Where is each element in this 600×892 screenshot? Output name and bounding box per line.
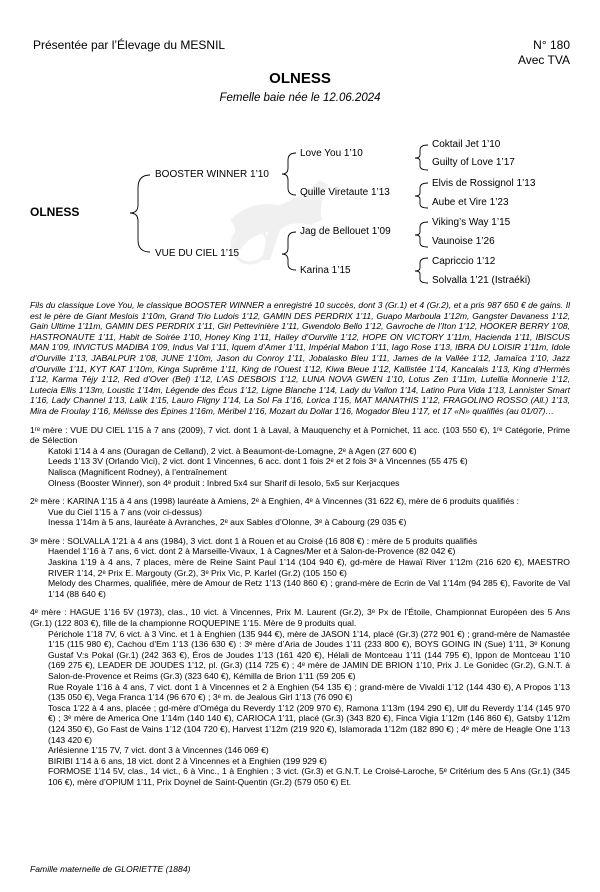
- produce-line: Katoki 1’14 à 4 ans (Ouragan de Celland), 2 vict. à Beaumont-de-Lomagne, 2ᵉ à Agen (27 600 €): [48, 445, 417, 456]
- produce-line: FORMOSE 1’14 5V, clas., 14 vict., 6 à Vinc., 1 à Enghien ; 3 vict. (Gr.3) et G.N.T. Le Croisé-Laroche, 5ᵉ Critérium des 5 Ans (Gr.1) (345 106 €), mère d’OPIUM 1’11, Prix Doynel de Saint-Quentin (Gr.2) (579 050 €) Et.: [48, 766, 570, 787]
- pedigree-ddd: Solvalla 1’21 (Istraéki): [432, 275, 531, 286]
- second-dam-head: 2ᵉ mère : KARINA 1’15 à 4 ans (1998) lauréate à Amiens, 2ᵉ à Enghien, 4ᵉ à Vincennes (31 622 €), mère de 6 produits qualifiés :: [30, 496, 520, 507]
- vat-label: Avec TVA: [517, 53, 570, 67]
- third-dam-section: [30, 536, 570, 600]
- pedigree-dss: Viking’s Way 1’15: [432, 217, 511, 228]
- pedigree-sss: Coktail Jet 1’10: [432, 139, 501, 150]
- sire-paragraph: Fils du classique Love You, le classique BOOSTER WINNER a enregistré 10 succès, dont 3 (Gr.1) et 4 (Gr.2), et a pris 987 650 € de gains. Il est le père de Giant Meslois 1’10m, Grand Trio Ludois 1’12, GAMIN DES PERDRIX 1’11, Guapo Marboula 1’12m, Gangster Davaness 1’12, Gain Ultime 1’11m, GAMIN DES PERDRIX 1’11, Girl Pettevinière 1’11, Gwendolo Bello 1’12, Gavroche de l’Iton 1’12, HOOKER BERRY 1’08, HASTRONAUTE 1’11, Habit de Soirée 1’10, Honey King 1’11, Hailey d’Ourville 1’12, HOPE ON VICTORY 1’11m, Hacienda 1’11, IBISCUS MAN 1’09, INVICTUS MADIBA 1’09, Indus Val 1’11, Iquem d’Amer 1’11, Impérial Mabon 1’11, Iago Rose 1’13, IBRA DU LOISIR 1’11m, Idole d’Ourville 1’13, JABALPUR 1’08, JUNE 1’10m, Jason du Conroy 1’11, Jobalasko Bleu 1’11, James de la Vallée 1’12, Jamaïca 1’10, Jazz d’Ourville 1’11, KYT KAT 1’10m, Kinga Suprême 1’11, King de l’Ouest 1’12, Kiwa Bleue 1’12, Kallistée 1’14, Kancalais 1’13, King d’Hermès 1’12, Karma Téjy 1’12, Red d’Over (Bel) 1’12, L’AS DESBOIS 1’12, LUNA NOVA GWEN 1’10, Lotus Zen 1’11m, Lutellia Monnerie 1’12, Lutecia Ellis 1’13m, Loustic 1’14m, Légende des Écus 1’12, Ligne Blanche 1’14, Lady du Vallon 1’14, Latino Pura Vida 1’13, Lannister Smart 1’16, Lady Channel 1’13, Lalik 1’15, Lauro Fligny 1’14, La Sol Fa 1’16, Lorica 1’15, MAT MANATHIS 1’12, FRAGOLINO ROSSO (All.) 1’13, Mira de Froulay 1’16, Mélisse des Épines 1’16m, Méribel 1’16, Mozart du Dollar 1’16, Mogador Bleu 1’17, et 17 «N» qualifiés (au 01/07)…: [30, 300, 570, 416]
- presenter-text: Présentée par l’Élevage du MESNIL: [33, 38, 226, 52]
- third-dam-head: 3ᵉ mère : SOLVALLA 1’21 à 4 ans (1984), 3 vict. dont 1 à Rouen et au Croisé (16 808 €) : mère de 5 produits qualifiés: [30, 535, 478, 546]
- first-dam-head: 1ʳᵉ mère : VUE DU CIEL 1’15 à 7 ans (2009), 7 vict. dont 1 à Laval, à Mauquenchy et à Pornichet, 11 acc. (103 550 €), 1ʳᵉ Catégorie, Prime de Sélection: [30, 424, 570, 446]
- horse-name-title: OLNESS: [269, 70, 331, 87]
- fourth-dam-section: [30, 607, 570, 787]
- produce-line: Inessa 1’14m à 5 ans, lauréate à Avranches, 2ᵉ aux Sables d’Olonne, 3ᵉ à Cabourg (29 035 €): [48, 517, 407, 528]
- pedigree-dam-sire: Jag de Bellouet 1’09: [300, 226, 391, 237]
- produce-line: Périchole 1’18 7V, 6 vict. à 3 Vinc. et 1 à Enghien (135 944 €), mère de JASON 1’14, placé (Gr.3) (272 901 €) ; grand-mère de Namastée 1’15 (115 980 €), Cachou d’Em 1’13 (136 630 €) : 3ᵉ mère d’Aria de Joudes 1’11 (233 800 €), BOYS GOING IN (Sue) 1’11, 3ᵉ Konung Gustaf V:s Pokal (Gr.1) (242 363 €), Éros de Joudes 1’13 (161 420 €), Hélali de Montceau 1’11 (144 795 €), Ippon de Montceau 1’10 (169 275 €), LEADER DE JOUDES 1’12, pl. (Gr.3) (114 725 €) ; 4ᵉ mère de JAMIN DE BRION 1’10, Prix J. Le Gonidec (Gr.2), G.N.T. à Salon-de-Provence et Reims (Gr.3) (323 640 €), Kémilla de Brion 1’11 (59 205 €): [48, 628, 570, 681]
- pedigree-dam: VUE DU CIEL 1’15: [155, 248, 240, 259]
- produce-line: Haendel 1’16 à 7 ans, 6 vict. dont 2 à Marseille-Vivaux, 1 à Cagnes/Mer et à Salon-de-Provence (82 042 €): [48, 546, 456, 557]
- produce-line: Vue du Ciel 1’15 à 7 ans (voir ci-dessus): [48, 506, 202, 517]
- fourth-dam-head: 4ᵉ mère : HAGUE 1’16 5V (1973), clas., 10 vict. à Vincennes, Prix M. Laurent (Gr.2), 3ᵉ Px de l’Étoile, Championnat Européen des 5 Ans (Gr.1) (122 803 €), fille de la championne ROQUEPINE 1’15. Mère de 9 produits qual.: [30, 607, 570, 629]
- pedigree-sdd: Aube et Vire 1’23: [432, 197, 509, 208]
- pedigree-sire: BOOSTER WINNER 1’10: [155, 169, 269, 180]
- pedigree-sire-sire: Love You 1’10: [300, 148, 363, 159]
- pedigree-sire-dam: Quille Viretaute 1’13: [300, 187, 390, 198]
- lot-number: N° 180: [533, 38, 570, 52]
- second-dam-section: [30, 496, 570, 528]
- produce-line: Arlésienne 1’15 7V, 7 vict. dont 3 à Vincennes (146 069 €): [48, 745, 269, 756]
- produce-line: Rue Royale 1’16 à 4 ans, 7 vict. dont 1 à Vincennes et 2 à Enghien (54 135 €) ; grand-mère de Vivaldi 1’12 (144 430 €), A Propos 1’13 (135 050 €), Vega Franca 1’14 (96 670 €) ; 3ᵉ m. de Jealous Girl 1’13 (76 090 €): [48, 681, 570, 703]
- catalog-body: [30, 300, 570, 788]
- produce-line: BIRIBI 1’14 à 6 ans, 18 vict. dont 2 à Vincennes et à Enghien (199 929 €): [48, 755, 327, 766]
- pedigree-dsd: Vaunoise 1’26: [432, 236, 495, 247]
- pedigree-subject: OLNESS: [30, 205, 80, 219]
- pedigree-dds: Capriccio 1’12: [432, 256, 496, 267]
- produce-line: Olness (Booster Winner), son 4ᵉ produit : Inbred 5x4 sur Sharif di Iesolo, 5x5 sur Kerjacques: [48, 477, 400, 488]
- produce-line: Jaskina 1’19 à 4 ans, 7 places, mère de Reine Saint Paul 1’14 (104 940 €), gd-mère de Hawaï River 1’12m (216 620 €), MAESTRO RIVER 1’14, 2ᵉ Prix E. Margouty (Gr.2), 3ᵉ Prix Vic, P. Karlel (Gr.2) (105 150 €): [48, 557, 570, 578]
- horse-description: Femelle baie née le 12.06.2024: [219, 92, 381, 104]
- pedigree-sds: Elvis de Rossignol 1’13: [432, 178, 536, 189]
- produce-line: Tosca 1’22 à 4 ans, placée ; gd-mère d’Oméga du Reverdy 1’12 (209 970 €), Ramona 1’13m (194 290 €), Ulf du Reverdy 1’14 (145 970 €) ; 3ᵉ mère de America One 1’14m (140 140 €), CARIOCA 1’11, placé (Gr.3) (343 820 €), Finca Vigia 1’12m (146 860 €), Gatsby 1’12m (124 350 €), Go Fast de Vains 1’12 (104 720 €), Harvest 1’12m (219 920 €), Islamorada 1’12m (182 890 €) ; 4ᵉ mère de Heagle One 1’13 (143 420 €): [48, 702, 570, 745]
- produce-line: Leeds 1’13 3V (Orlando Vici), 2 vict. dont 1 Vincennes, 6 acc. dont 1 fois 2ᵉ et 2 fois 3ᵉ à Vincennes (55 475 €): [48, 456, 468, 467]
- pedigree-dam-dam: Karina 1’15: [300, 265, 351, 276]
- family-line: Famille maternelle de GLORIETTE (1884): [30, 864, 191, 874]
- pedigree-ssd: Guilty of Love 1’17: [432, 157, 515, 168]
- produce-line: Nalisca (Magnificent Rodney), à l’entraînement: [48, 466, 227, 477]
- first-dam-section: [30, 425, 570, 489]
- produce-line: Melody des Charmes, qualifiée, mère de Amour de Retz 1’13 (140 860 €) ; grand-mère de Ecrin de Val 1’14m (94 285 €), Favorite de Val 1’14 (88 640 €): [48, 578, 570, 599]
